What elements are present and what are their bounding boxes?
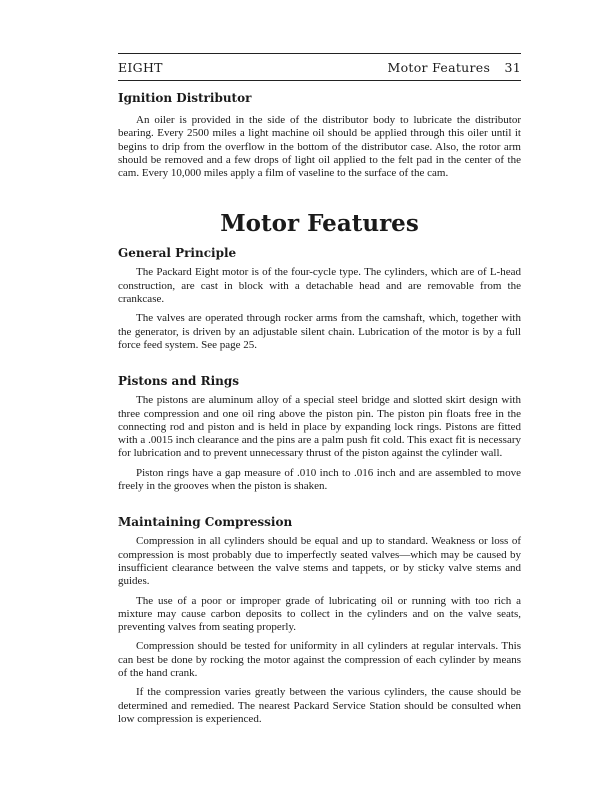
- paragraph: An oiler is provided in the side of the distributor body to lubricate the distributor bearing. Every 2500 miles a light machine oil should be applied through this oiler until it begins to drip from the overflow in the bottom of the distributor case. Also, the rotor arm should be removed and a few drops of light oil applied to the felt pad in the center of the cam. Every 10,000 miles apply a film of vaseline to the surface of the cam.: [118, 114, 521, 180]
- chapter-title: Motor Features: [220, 210, 419, 238]
- paragraph: The valves are operated through rocker arms from the camshaft, which, together with the generator, is driven by an adjustable silent chain. Lubrication of the motor is by a full force feed system. See page 25.: [118, 312, 521, 351]
- page-number: 31: [504, 59, 521, 75]
- page-content: [118, 91, 521, 726]
- paragraph: The use of a poor or improper grade of lubricating oil or running with too rich a mixture may cause carbon deposits to collect in the cylinders and on the valve seats, preventing valves from seating properly.: [118, 594, 521, 634]
- paragraph: The pistons are aluminum alloy of a special steel bridge and slotted skirt design with three compression and one oil ring above the piston pin. The piston pin floats free in the connecting rod and piston and is held in place by expanding lock rings. Pistons are fitted with a .0015 inch clearance and the pins are a palm push fit cold. This exact fit is necessary for lubrication and to prevent unnecessary thrust of the piston against the cylinder wall.: [118, 394, 521, 460]
- section-heading-pistons: Pistons and Rings: [118, 374, 240, 389]
- running-header: [118, 53, 521, 81]
- section-heading-general: General Principle: [118, 246, 237, 261]
- header-left-label: EIGHT: [118, 59, 163, 75]
- paragraph: Piston rings have a gap measure of .010 inch to .016 inch and are assembled to move freely in the grooves when the piston is shaken.: [118, 466, 521, 493]
- header-section-title: Motor Features: [387, 59, 491, 75]
- paragraph: Compression should be tested for uniformity in all cylinders at regular intervals. This can best be done by rocking the motor against the compression of each cylinder by means of the hand crank.: [118, 640, 521, 680]
- section-heading-compression: Maintaining Compression: [118, 515, 293, 530]
- paragraph: The Packard Eight motor is of the four-cycle type. The cylinders, which are of L-head construction, are cast in block with a detachable head and are removable from the crankcase.: [118, 266, 521, 306]
- paragraph: If the compression varies greatly between the various cylinders, the cause should be determined and remedied. The nearest Packard Service Station should be consulted when low compression is experienced.: [118, 686, 521, 725]
- header-right: [387, 60, 521, 75]
- paragraph: Compression in all cylinders should be equal and up to standard. Weakness or loss of compression is most probably due to imperfectly seated valves—which may be caused by insufficient clearance between the valve stems and tappets, or by sticky valve stems and guides.: [118, 535, 521, 588]
- section-heading-ignition: Ignition Distributor: [118, 91, 252, 105]
